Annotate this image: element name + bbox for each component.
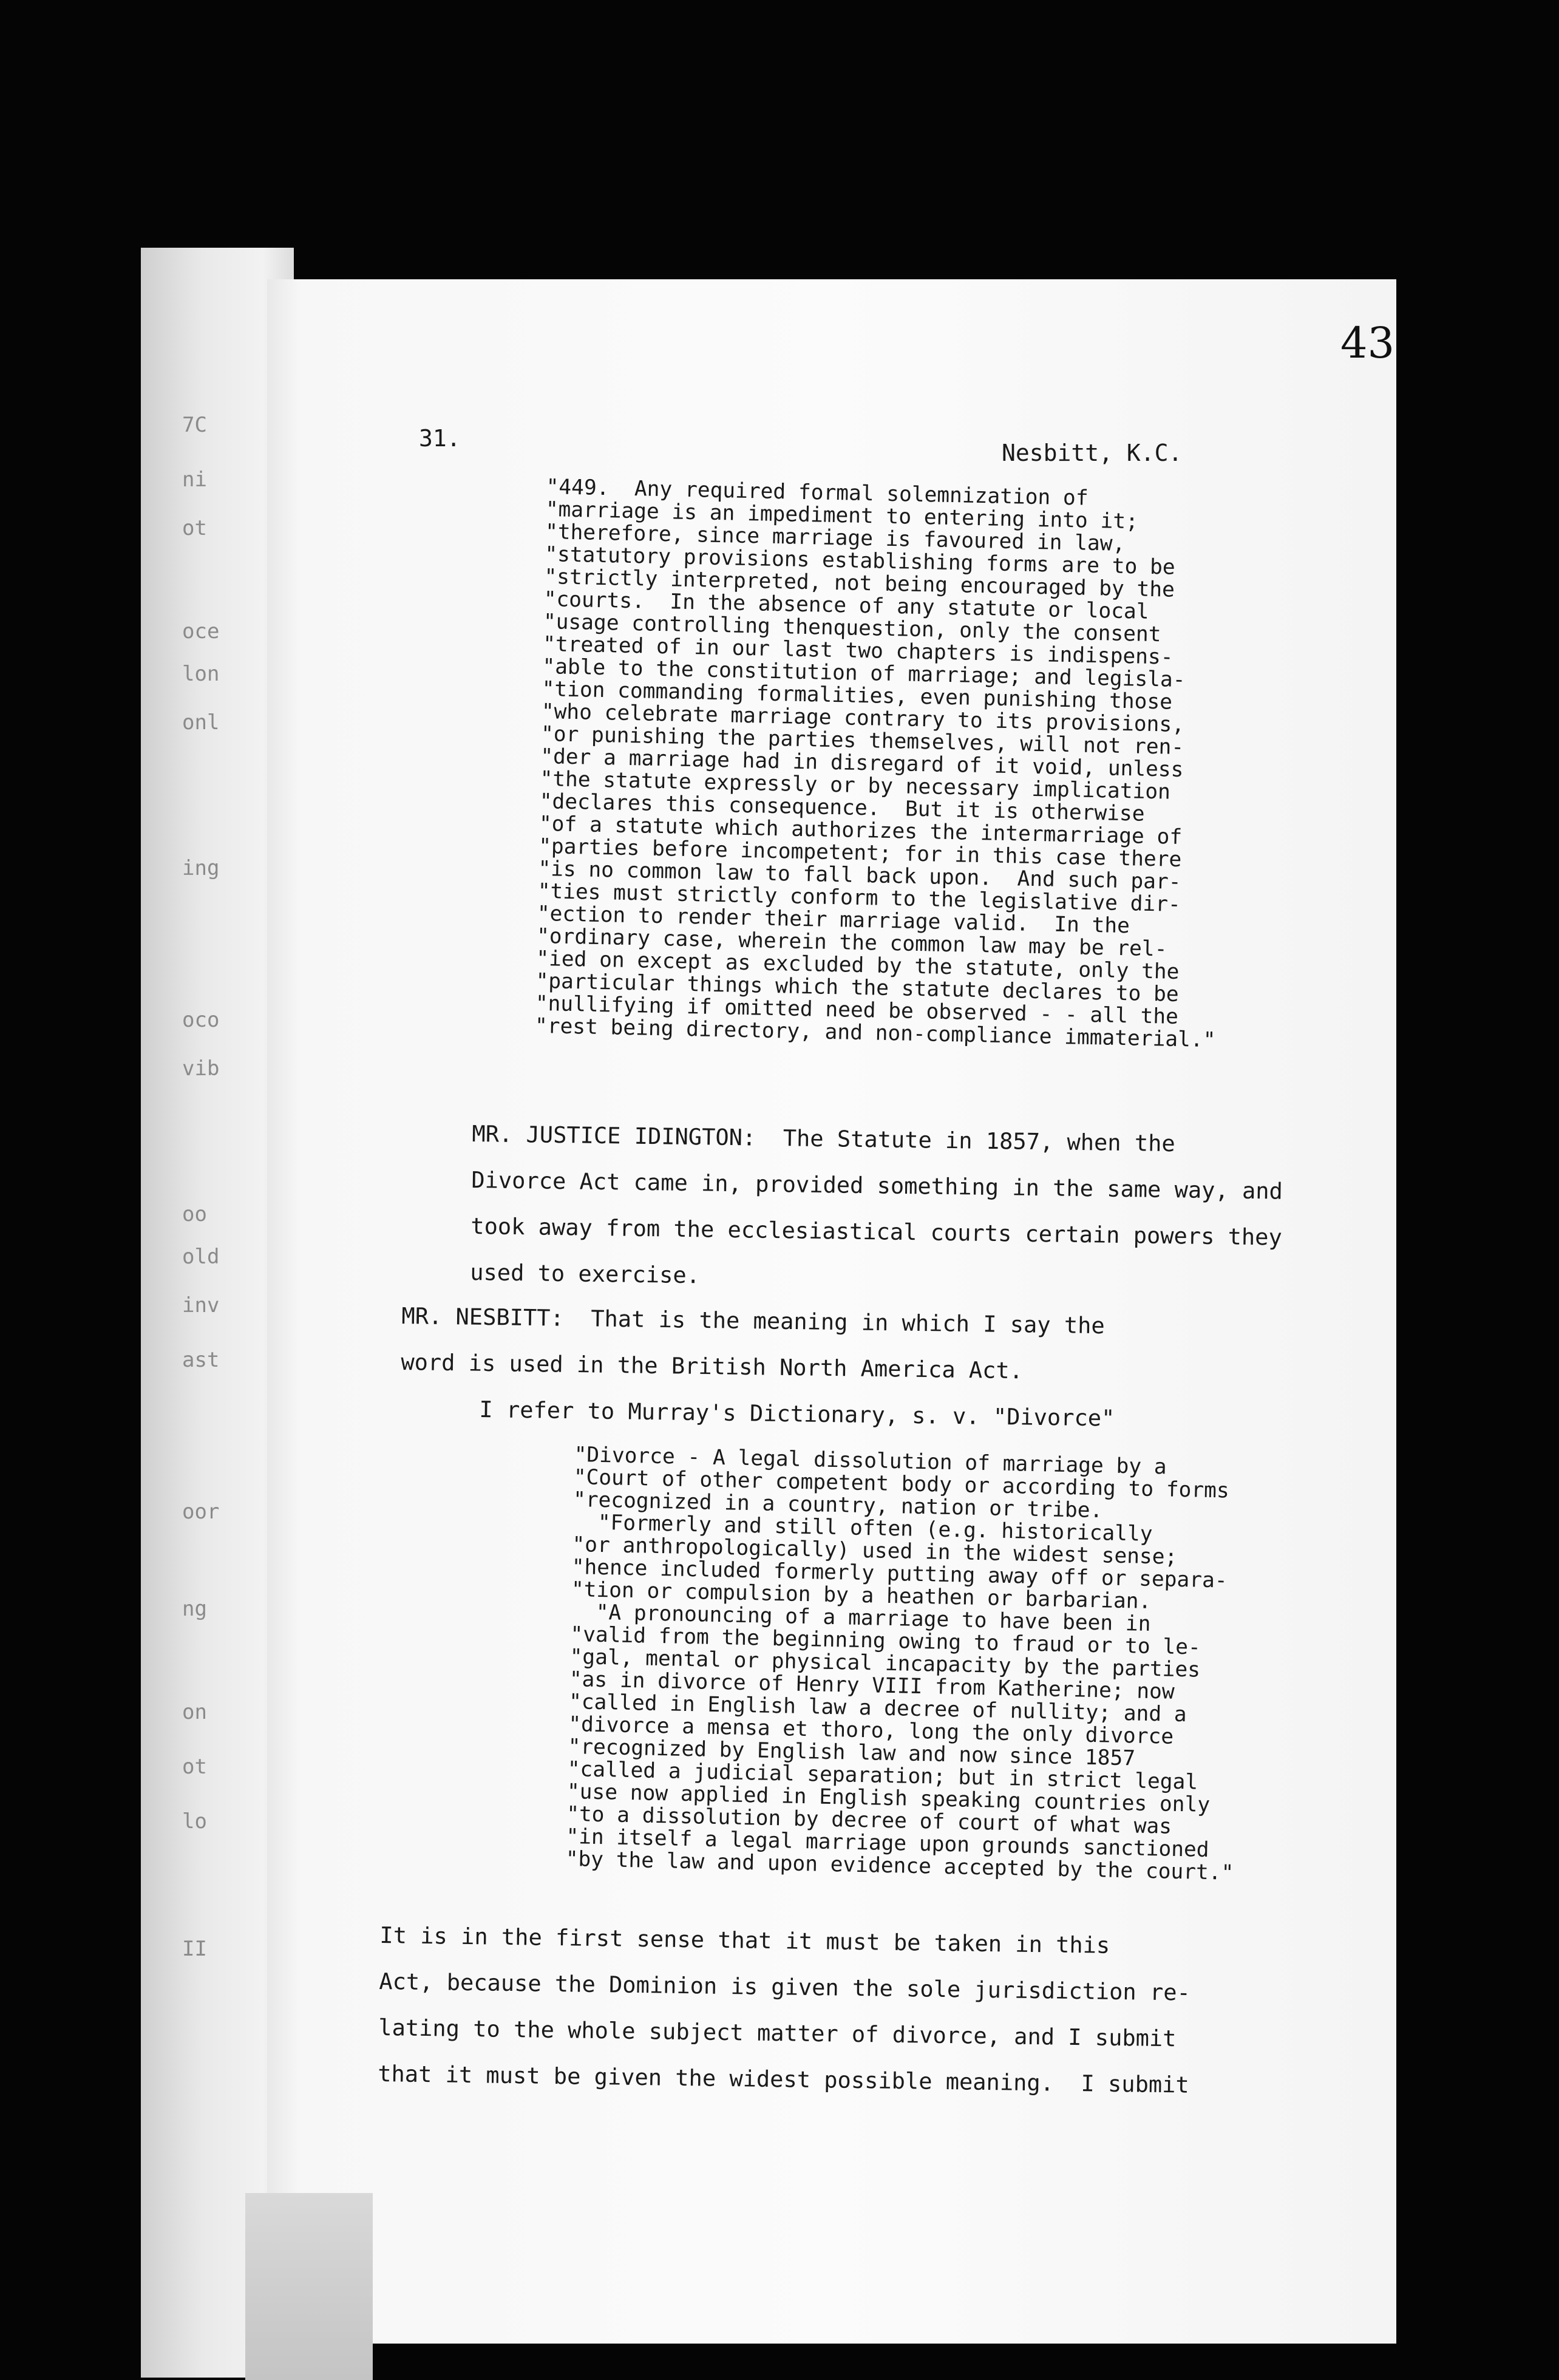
facing-page-fragment: oor [182,1500,220,1524]
page-index: 31. [419,425,461,452]
facing-page-fragment: ng [182,1597,207,1621]
running-head: Nesbitt, K.C. [1002,440,1183,466]
facing-page-fragment: 7C [182,413,207,437]
paragraph-idington: MR. JUSTICE IDINGTON: The Statute in 1857, when the Divorce Act came in, provided something in the same way, and took away from the ecclesiastical courts certain powers they used to exercise. [469,1120,1283,1289]
paragraph-nesbitt: MR. NESBITT: That is the meaning in which I say the word is used in the British North America Act. [401,1302,1106,1384]
paragraph-dictionary-reference: I refer to Murray's Dictionary, s. v. "Divorce" [479,1396,1115,1432]
facing-page-fragment: inv [182,1293,220,1318]
facing-page-fragment: old [182,1245,220,1269]
quotation-block-divorce-definition: "Divorce - A legal dissolution of marriage by a "Court of other competent body or according to forms "recognized in a country, nation or tribe. "Formerly and still often (e.g. historically "or anthropologically) used in the widest sense; "hence included formerly putting away off or separa- "tion or compulsion by a heathen or barbarian. "A pronouncing of a marriage to have been in "valid from the beginning owing to fraud or to le- "gal, mental or physical incapacity by the parties "as in divorce of Henry VIII from Katherine; now "called in English law a decree of nullity; and a "divorce a mensa et thoro, long the only divorce "recognized by English law and now since 1857 "called a judicial separation; but in strict legal "use now applied in English speaking countries only "to a dissolution by decree of court of what was "in itself a legal marriage upon grounds sanctioned "by the law and upon evidence accepted by the court." [565,1443,1234,1885]
facing-page-fragment: ot [182,1755,207,1779]
facing-page-fragment: ni [182,467,207,492]
facing-page-fragment: lon [182,662,220,686]
facing-page-fragment: ot [182,516,207,540]
quotation-block-marriage-law: "449. Any required formal solemnization of "marriage is an impediment to entering into it; "therefore, since marriage is favoured in law, "statutory provisions establishing forms are to be "strictly interpreted, not being encouraged by the "courts. In the absence of any statute or local "usage controlling thenquestion, only the consent "treated of in our last two chapters is indispens- "able to the constitution of marriage; and legisla- "tion commanding formalities, even punishing those "who celebrate marriage contrary to its provisions, "or punishing the parties themselves, will not ren- "der a marriage had in disregard of it void, unless "the statute expressly or by necessary implication "declares this consequence. But it is otherwise "of a statute which authorizes the intermarriage of "parties before incompetent; for in this case there "is no common law to fall back upon. And such par- "ties must strictly conform to the legislative dir- "ection to render their marriage valid. In the "ordinary case, wherein the common law may be rel- "ied on except as excluded by the statute, only the "particular things which the statute declares to be "nullifying if omitted need be observed - - all the "rest being directory, and non-compliance immaterial." [534,475,1216,1053]
folio-number: 43 [1340,318,1395,368]
facing-page-fragment: oce [182,619,220,644]
facing-page-fragment: onl [182,710,220,735]
facing-page-fragment: on [182,1700,207,1724]
facing-page-fragment: ing [182,856,220,880]
facing-page-fragment: oco [182,1008,220,1032]
paragraph-first-sense: It is in the first sense that it must be taken in this Act, because the Dominion is given the sole jurisdiction re- lating to the whole subject matter of divorce, and I submit that it must be given the widest possible meaning. I submit [377,1922,1191,2098]
facing-page-fragment: II [182,1937,207,1961]
facing-page-fragment: ast [182,1348,220,1372]
facing-page-fragment: lo [182,1809,207,1834]
page-underlay [245,2193,373,2380]
facing-page-fragment: oo [182,1202,207,1226]
facing-page-fragment: vib [182,1056,220,1081]
